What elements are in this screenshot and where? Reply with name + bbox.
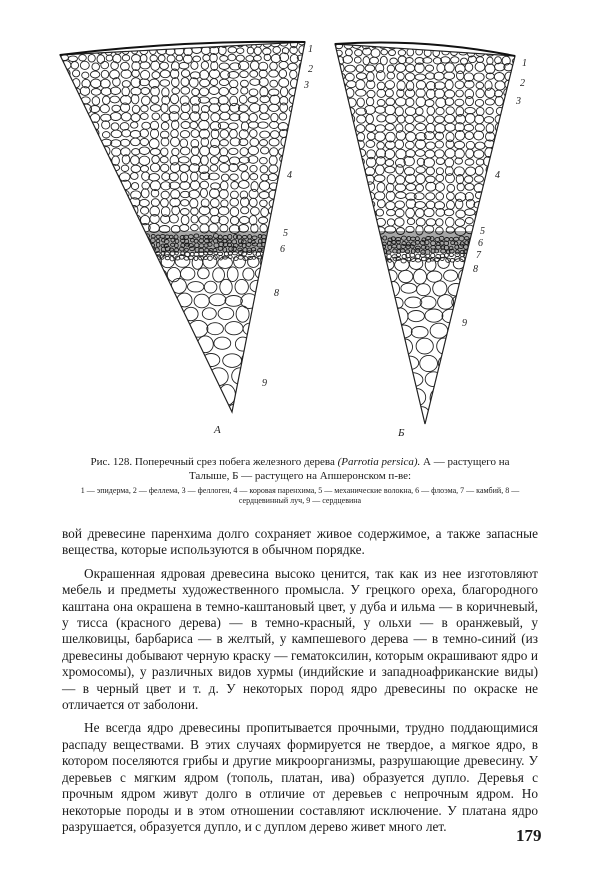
panel-a-label-6: 6 (280, 244, 285, 255)
panel-a-drawing (45, 38, 317, 424)
panel-b-label-1: 1 (522, 58, 527, 69)
panel-a-letter: А (214, 424, 221, 436)
panel-a-label-1: 1 (308, 44, 313, 55)
panel-b-label-4: 4 (495, 170, 500, 181)
panel-b-label-6: 6 (478, 238, 483, 249)
panel-b-label-7: 7 (476, 250, 481, 261)
caption-legend: 1 — эпидерма, 2 — феллема, 3 — феллоген, 4 — коровая паренхима, 5 — механические волокна, 6 — флоэма, 7 — камбий, 8 — сердцевинный луч, 9 — сердцевина (80, 486, 520, 505)
paragraph-2: Окрашенная ядровая древесина высоко ценится, так как из нее изготовляют мебель и предметы художественного промысла. У грецкого ореха, благородного каштана она окрашена в темно-каштановый цвет, у дуба и ильма — в коричневый, у тисса (красного дерева) — в темно-красный, у ольхи — в оранжевый, у шелковицы, барбариса — в желтый, у кампешевого дерева — в темно-синий (из древесины добывают черную краску — гематоксилин, которым окрашивают ядро и хромосомы), у различных видов хурмы (индийские и западноафриканские виды) — в черный цвет и т. д. У некоторых пород ядро древесины по окраске не отличается от заболони. (62, 565, 538, 713)
panel-a-label-3: 3 (304, 80, 309, 91)
panel-a-label-5: 5 (283, 228, 288, 239)
figure-caption (70, 455, 530, 506)
panel-b-label-9: 9 (462, 318, 467, 329)
panel-b-label-3: 3 (516, 96, 521, 107)
panel-b-drawing (321, 40, 528, 428)
panel-b-label-8: 8 (473, 264, 478, 275)
panel-a-labels (262, 44, 313, 389)
body-text (62, 526, 538, 842)
panel-a-label-9: 9 (262, 378, 267, 389)
caption-species: (Parrotia persica). (337, 456, 421, 468)
panel-b-letter: Б (398, 427, 405, 439)
panel-a-label-8: 8 (274, 288, 279, 299)
caption-prefix: Рис. 128. Поперечный срез побега железного дерева (90, 456, 338, 468)
paragraph-1: вой древесине паренхима долго сохраняет живое содержимое, а также запасные вещества, которые используются в обычном порядке. (62, 526, 538, 558)
paragraph-3: Не всегда ядро древесины пропитывается прочными, трудно поддающимися распаду веществами. В этих случаях формируется не твердое, а мягкое ядро, в котором поселяются грибы и другие микроорганизмы, разрушающие древесину. У деревьев с мягким ядром (тополь, платан, ива) образуется дупло. Деревья с прочным ядром живут долго в отличие от деревьев с непрочным ядром. Но некоторые породы и в этом отношении составляют исключение. У платана ядро разрушается, образуется дупло, и с дуплом дерево живет много лет. (62, 720, 538, 834)
panel-b-label-2: 2 (520, 78, 525, 89)
caption-rest: А — растущего на Талыше, Б — растущего на Апшеронском п-ве: (188, 456, 510, 482)
panel-a-label-2: 2 (308, 64, 313, 75)
panel-b-label-5: 5 (480, 226, 485, 237)
page-number: 179 (516, 826, 542, 845)
panel-a-label-4: 4 (287, 170, 292, 181)
